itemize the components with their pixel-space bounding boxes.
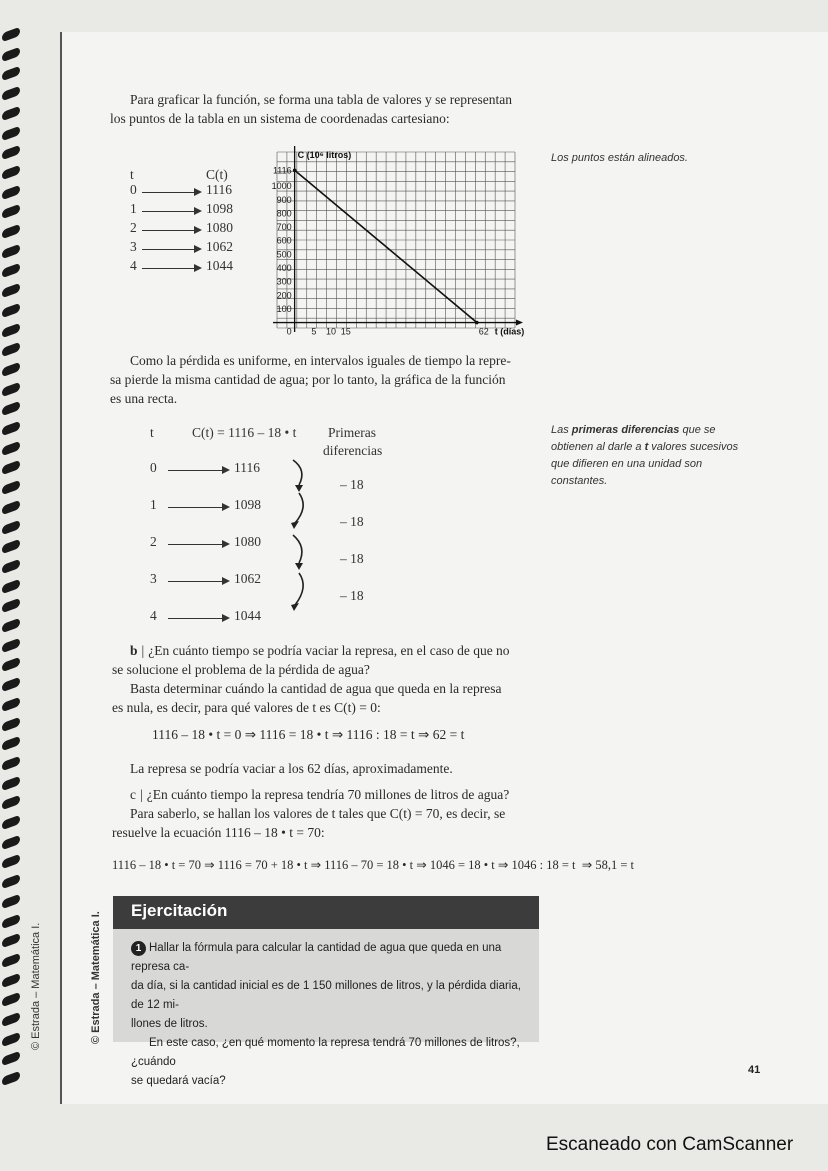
- table2-row-arrow-4: [168, 618, 228, 619]
- partc-line-3: resuelve la ecuación 1116 – 18 • t = 70:: [112, 825, 325, 840]
- series-line: [295, 170, 477, 322]
- spiral-coil: [2, 913, 20, 929]
- spiral-coil: [2, 421, 20, 437]
- side2-rest: que se: [679, 424, 716, 436]
- y-tick-label: 900: [276, 194, 292, 205]
- spiral-coil: [2, 46, 20, 62]
- y-tick-label: 1000: [271, 181, 292, 192]
- y-tick-label: 700: [276, 222, 292, 233]
- table2-row-t-2: 2: [150, 534, 157, 549]
- difference-value-3: – 18: [340, 588, 364, 603]
- x-tick-label: 15: [340, 326, 351, 337]
- spiral-coil: [2, 145, 20, 161]
- exercise-line-3: llones de litros.: [131, 1018, 208, 1030]
- partb-conclusion: La represa se podría vaciar a los 62 días, aproximadamente.: [130, 761, 453, 776]
- spiral-coil: [2, 874, 20, 890]
- spiral-coil: [2, 933, 20, 949]
- partc-text-1: ¿En cuánto tiempo la represa tendría 70 millones de litros de agua?: [146, 787, 510, 802]
- spiral-coil: [2, 125, 20, 141]
- spiral-coil: [2, 697, 20, 713]
- exercise-number: 1: [131, 941, 146, 956]
- intro-line-2: los puntos de la tabla en un sistema de coordenadas cartesiano:: [110, 111, 450, 126]
- side2-line2a: obtienen al darle a: [551, 441, 645, 453]
- spiral-coil: [2, 1031, 20, 1047]
- spiral-coil: [2, 716, 20, 732]
- table1-row-t-2: 2: [130, 220, 137, 235]
- table2-row-c-1: 1098: [234, 497, 261, 512]
- partb-line-4: es nula, es decir, para qué valores de t es C(t) = 0:: [112, 700, 381, 715]
- table1-header-c: C(t): [206, 167, 228, 182]
- y-tick-label: 800: [276, 208, 292, 219]
- page-number: 41: [748, 1064, 761, 1076]
- para2-line-3: es una recta.: [110, 391, 178, 406]
- table2-row-arrow-3: [168, 581, 228, 582]
- partb-text-1: ¿En cuánto tiempo se podría vaciar la represa, en el caso de que no: [148, 643, 510, 658]
- spiral-coil: [2, 795, 20, 811]
- x-tick-label: 0: [286, 326, 292, 337]
- spiral-coil: [2, 1071, 20, 1087]
- spiral-coil: [2, 322, 20, 338]
- curve-arrow-1: [293, 460, 302, 485]
- side2-prefix: Las: [551, 424, 572, 436]
- spiral-coil: [2, 854, 20, 870]
- data-point: [293, 168, 297, 172]
- table1-row-arrow-1: [142, 211, 200, 212]
- table1-row-t-0: 0: [130, 182, 137, 197]
- table1-row-arrow-0: [142, 192, 200, 193]
- spiral-coil: [2, 460, 20, 476]
- table1-row-c-2: 1080: [206, 220, 233, 235]
- spiral-coil: [2, 165, 20, 181]
- side2-line2c: valores sucesivos: [648, 441, 739, 453]
- side-note-differences: [551, 422, 771, 490]
- spiral-coil: [2, 263, 20, 279]
- table1-header-t: t: [130, 167, 134, 182]
- table2-row-t-0: 0: [150, 460, 157, 475]
- exercise-box: [113, 929, 539, 1087]
- partb-line-3: Basta determinar cuándo la cantidad de agua que queda en la represa: [130, 681, 502, 696]
- y-tick-label: 200: [276, 290, 292, 301]
- table1-row-t-4: 4: [130, 258, 137, 273]
- table1-row-arrow-2: [142, 230, 200, 231]
- intro-line-1: Para graficar la función, se forma una tabla de valores y se representan: [130, 92, 512, 107]
- table2-header-diff-1: Primeras: [328, 425, 376, 440]
- camscanner-watermark: Escaneado con CamScanner: [546, 1134, 794, 1155]
- table1-row-arrow-3: [142, 249, 200, 250]
- partc-line-1: c | ¿En cuánto tiempo la represa tendría 70 millones de litros de agua?: [130, 787, 510, 802]
- table1-row-c-0: 1116: [206, 182, 232, 197]
- table2-row-c-2: 1080: [234, 534, 261, 549]
- table1-row-arrow-4: [142, 268, 200, 269]
- spiral-coil: [2, 677, 20, 693]
- y-tick-label: 1116: [272, 165, 292, 176]
- y-axis-label: C (10⁶ litros): [297, 150, 352, 160]
- spiral-coil: [2, 815, 20, 831]
- spiral-coil: [2, 953, 20, 969]
- y-tick-label: 600: [276, 235, 292, 246]
- table2-row-c-4: 1044: [234, 608, 261, 623]
- spiral-coil: [2, 106, 20, 122]
- exercise-header: [113, 896, 539, 929]
- x-tick-label: 10: [326, 326, 337, 337]
- spiral-coil: [2, 184, 20, 200]
- table2-row-arrow-2: [168, 544, 228, 545]
- y-tick-label: 300: [276, 276, 292, 287]
- spiral-coil: [2, 381, 20, 397]
- side2-line4: constantes.: [551, 475, 608, 487]
- table2-header-diff-2: diferencias: [323, 443, 383, 458]
- spiral-coil: [2, 243, 20, 259]
- exercise-line-1: Hallar la fórmula para calcular la cantidad de agua que queda en una represa ca-: [131, 942, 502, 973]
- partc-label: c: [130, 787, 136, 802]
- inner-spine-copyright: © Estrada – Matemática I.: [90, 911, 102, 1044]
- spiral-coil: [2, 342, 20, 358]
- spiral-coil: [2, 756, 20, 772]
- difference-value-1: – 18: [340, 514, 364, 529]
- spiral-coil: [2, 27, 20, 43]
- spiral-coil: [2, 440, 20, 456]
- x-axis-arrow: [516, 320, 523, 326]
- spiral-coil: [2, 637, 20, 653]
- para2-line-1: Como la pérdida es uniforme, en intervalos iguales de tiempo la repre-: [130, 353, 511, 368]
- spiral-binding: [0, 30, 26, 1110]
- spiral-coil: [2, 775, 20, 791]
- spiral-coil: [2, 362, 20, 378]
- table2-row-t-3: 3: [150, 571, 157, 586]
- side2-line3: que difieren en una unidad son: [551, 458, 703, 470]
- x-axis-label: t (días): [494, 326, 525, 337]
- spiral-coil: [2, 500, 20, 516]
- table2-row-c-3: 1062: [234, 571, 261, 586]
- data-point: [475, 321, 479, 325]
- partb-label: b: [130, 643, 138, 658]
- spiral-coil: [2, 972, 20, 988]
- difference-value-0: – 18: [340, 477, 364, 492]
- spiral-coil: [2, 401, 20, 417]
- exercise-line-5: se quedará vacía?: [131, 1075, 226, 1087]
- spiral-coil: [2, 480, 20, 496]
- table2-header-t: t: [150, 425, 154, 440]
- x-tick-label: 5: [311, 326, 317, 337]
- spiral-coil: [2, 86, 20, 102]
- table1-row-t-1: 1: [130, 201, 137, 216]
- y-tick-label: 400: [276, 262, 292, 273]
- spine-copyright: © Estrada – Matemática I.: [30, 922, 42, 1050]
- spiral-coil: [2, 539, 20, 555]
- spiral-coil: [2, 204, 20, 220]
- y-tick-label: 500: [276, 249, 292, 260]
- spiral-coil: [2, 578, 20, 594]
- para2-line-2: sa pierde la misma cantidad de agua; por lo tanto, la gráfica de la función: [110, 372, 506, 387]
- spiral-coil: [2, 736, 20, 752]
- spiral-coil: [2, 618, 20, 634]
- spiral-coil: [2, 894, 20, 910]
- table1-row-t-3: 3: [130, 239, 137, 254]
- partc-line-2: Para saberlo, se hallan los valores de t tales que C(t) = 70, es decir, se: [130, 806, 506, 821]
- curve-arrow-4: [295, 573, 303, 605]
- difference-value-2: – 18: [340, 551, 364, 566]
- exercise-line-2: da día, si la cantidad inicial es de 1 150 millones de litros, y la pérdida diaria, de 12 mi-: [131, 980, 521, 1011]
- spiral-coil: [2, 519, 20, 535]
- spiral-coil: [2, 1051, 20, 1067]
- partb-line-1: b | ¿En cuánto tiempo se podría vaciar la represa, en el caso de que no: [130, 643, 510, 658]
- table2-row-arrow-1: [168, 507, 228, 508]
- spiral-coil: [2, 283, 20, 299]
- table1-row-c-4: 1044: [206, 258, 233, 273]
- table2-row-arrow-0: [168, 470, 228, 471]
- side2-line2b: t: [644, 441, 649, 453]
- x-tick-label: 62: [478, 326, 489, 337]
- exercise-title: Ejercitación: [131, 901, 228, 920]
- table1-row-c-1: 1098: [206, 201, 233, 216]
- table2-row-c-0: 1116: [234, 460, 260, 475]
- partc-equation: 1116 – 18 • t = 70 ⇒ 1116 = 70 + 18 • t ⇒ 1116 – 70 = 18 • t ⇒ 1046 = 18 • t ⇒ 1046 : 18 = t ⇒ 58,1 = t: [112, 858, 634, 872]
- curve-arrow-3: [293, 535, 302, 563]
- table1-row-c-3: 1062: [206, 239, 233, 254]
- side-note-aligned: Los puntos están alineados.: [551, 152, 688, 164]
- table2-row-t-1: 1: [150, 497, 157, 512]
- curve-arrow-2: [295, 493, 303, 523]
- exercise-text: [131, 939, 526, 1091]
- y-tick-label: 100: [276, 303, 292, 314]
- side2-bold: primeras diferencias: [571, 424, 680, 436]
- line-chart: [245, 140, 525, 345]
- spiral-coil: [2, 224, 20, 240]
- partb-line-2: se solucione el problema de la pérdida de agua?: [112, 662, 370, 677]
- spiral-coil: [2, 559, 20, 575]
- spiral-coil: [2, 303, 20, 319]
- difference-arrows: [285, 455, 315, 615]
- exercise-line-4: En este caso, ¿en qué momento la represa tendrá 70 millones de litros?, ¿cuándo: [131, 1037, 520, 1068]
- spiral-coil: [2, 834, 20, 850]
- spiral-coil: [2, 66, 20, 82]
- spiral-coil: [2, 657, 20, 673]
- spiral-coil: [2, 1012, 20, 1028]
- partb-equation: 1116 – 18 • t = 0 ⇒ 1116 = 18 • t ⇒ 1116 : 18 = t ⇒ 62 = t: [152, 727, 465, 742]
- table2-row-t-4: 4: [150, 608, 157, 623]
- table2-header-c: C(t) = 1116 – 18 • t: [192, 425, 297, 440]
- spiral-coil: [2, 992, 20, 1008]
- spiral-coil: [2, 598, 20, 614]
